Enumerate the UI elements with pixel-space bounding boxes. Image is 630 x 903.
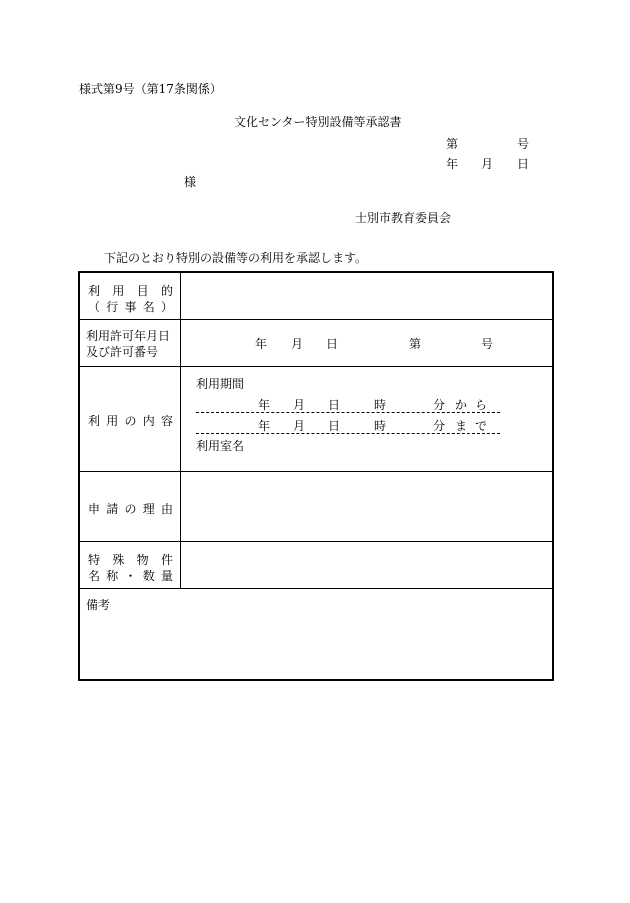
remarks-row[interactable]	[80, 589, 552, 679]
permit-no-suffix: 号	[481, 337, 494, 351]
quantity-label: 名 称 ・ 数 量	[88, 569, 173, 583]
reason-value[interactable]	[181, 472, 552, 541]
period-label: 利用期間	[196, 377, 245, 391]
to-month: 月	[293, 419, 306, 433]
permit-month: 月	[291, 337, 304, 351]
purpose-label-cell	[80, 273, 181, 319]
doc-no-suffix: 号	[517, 137, 530, 151]
special-label: 特 殊 物 件	[88, 553, 173, 567]
content-label-cell	[80, 367, 181, 471]
addressee-suffix: 様	[184, 175, 197, 189]
from-dash-line	[196, 412, 500, 413]
reason-label-cell	[80, 472, 181, 541]
from-minute: 分	[433, 398, 446, 412]
permit-row	[80, 320, 552, 367]
remarks-label: 備考	[86, 598, 111, 612]
form-number: 様式第9号（第17条関係）	[79, 82, 222, 96]
permit-no-prefix: 第	[409, 337, 422, 351]
room-label: 利用室名	[196, 439, 245, 453]
permit-year: 年	[255, 337, 268, 351]
permit-label-cell	[80, 320, 181, 366]
doc-no-prefix: 第	[446, 137, 459, 151]
content-row	[80, 367, 552, 472]
permit-day: 日	[326, 337, 339, 351]
from-month: 月	[293, 398, 306, 412]
date-day: 日	[517, 157, 530, 171]
to-dash-line	[196, 433, 500, 434]
permit-label-line2: 及び許可番号	[86, 345, 159, 359]
purpose-value[interactable]	[181, 273, 552, 319]
to-day: 日	[328, 419, 341, 433]
permit-label-line1: 利用許可年月日	[86, 329, 171, 343]
document-title: 文化センター特別設備等承認書	[234, 115, 402, 129]
from-year: 年	[258, 398, 271, 412]
from-hour: 時	[374, 398, 387, 412]
special-label-cell	[80, 542, 181, 588]
to-year: 年	[258, 419, 271, 433]
purpose-row	[80, 273, 552, 320]
from-day: 日	[328, 398, 341, 412]
content-value[interactable]	[181, 367, 552, 471]
special-row	[80, 542, 552, 589]
reason-row	[80, 472, 552, 542]
reason-label: 申 請 の 理 由	[88, 502, 173, 516]
content-label: 利 用 の 内 容	[88, 414, 173, 428]
from-tail: から	[455, 398, 496, 412]
to-tail: まで	[455, 419, 496, 433]
event-name-label: （ 行 事 名 ）	[88, 300, 173, 314]
intro-text: 下記のとおり特別の設備等の利用を承認します。	[104, 251, 368, 265]
special-value[interactable]	[181, 542, 552, 588]
issuer: 士別市教育委員会	[355, 211, 452, 225]
date-month: 月	[481, 157, 494, 171]
to-hour: 時	[374, 419, 387, 433]
to-minute: 分	[433, 419, 446, 433]
purpose-label: 利 用 目 的	[88, 284, 173, 298]
permit-value[interactable]	[181, 320, 552, 366]
approval-form-table	[78, 271, 554, 681]
date-year: 年	[446, 157, 459, 171]
